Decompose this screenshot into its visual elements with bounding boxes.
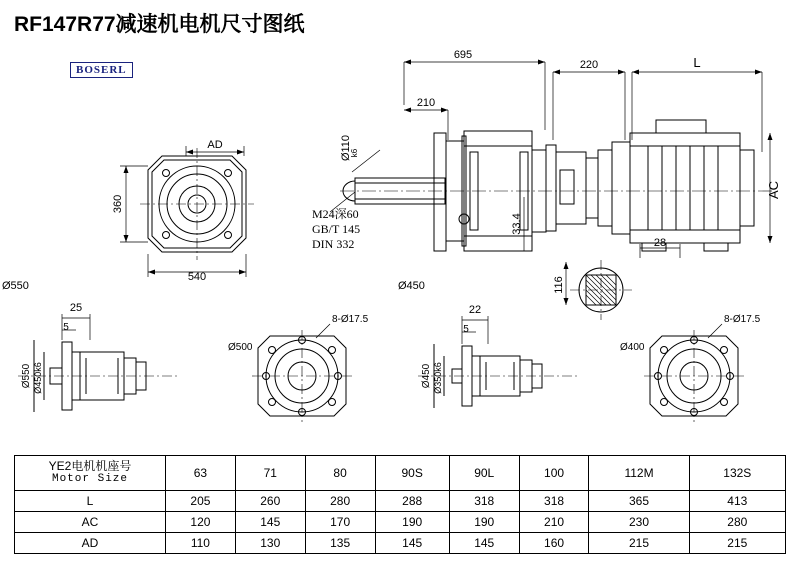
label-dia-500: Ø500	[228, 342, 253, 353]
label-shaft-dia: Ø110	[340, 134, 352, 162]
cell: 413	[689, 491, 785, 512]
cell: 120	[166, 512, 236, 533]
label-25: 25	[69, 302, 83, 314]
label-540: 540	[187, 271, 207, 283]
cell: 318	[449, 491, 519, 512]
cell: 318	[519, 491, 589, 512]
label-thread-3: DIN 332	[312, 237, 355, 251]
cell: 110	[166, 533, 236, 554]
label-dia-550-side: Ø550	[21, 363, 32, 389]
gear-motor-adapter	[546, 145, 612, 231]
label-dia-450k6: Ø450k6	[33, 362, 43, 394]
row-header-motor-size	[15, 456, 166, 491]
label-695: 695	[453, 49, 473, 61]
cell: 288	[375, 491, 449, 512]
cell: 365	[589, 491, 689, 512]
cell: 130	[235, 533, 305, 554]
dimension-220	[553, 70, 625, 141]
row-header-en: Motor Size	[51, 473, 128, 485]
cell: 190	[375, 512, 449, 533]
cell: 280	[689, 512, 785, 533]
cell: 145	[449, 533, 519, 554]
cell: 112M	[589, 456, 689, 491]
cell: 63	[166, 456, 236, 491]
cell: 90L	[449, 456, 519, 491]
table-row	[15, 533, 786, 554]
cell: 145	[375, 533, 449, 554]
label-dia-400: Ø400	[620, 342, 645, 353]
cell: 100	[519, 456, 589, 491]
label-thread-1: M24深60	[312, 207, 359, 221]
label-33-4: 33.4	[511, 213, 523, 235]
cell: 280	[305, 491, 375, 512]
motor-body	[612, 120, 754, 251]
row-header-AC: AC	[15, 512, 166, 533]
dimension-L	[632, 70, 762, 153]
label-28: 28	[653, 237, 667, 249]
row-header-L: L	[15, 491, 166, 512]
label-5-left: 5	[63, 322, 69, 333]
cell: 190	[449, 512, 519, 533]
label-holes-right: 8-Ø17.5	[724, 314, 761, 325]
table-row	[15, 491, 786, 512]
cell: 132S	[689, 456, 785, 491]
cell: 260	[235, 491, 305, 512]
label-dia-550: Ø550	[2, 280, 29, 292]
label-360: 360	[112, 194, 124, 214]
label-116: 116	[553, 276, 565, 294]
label-AD: AD	[207, 139, 223, 151]
label-thread-2: GB/T 145	[312, 222, 361, 236]
bottom-right-flange-view	[644, 324, 744, 422]
row-header-AD: AD	[15, 533, 166, 554]
label-dia-450: Ø450	[398, 280, 425, 292]
terminal-box-detail	[570, 260, 632, 320]
label-5-right: 5	[463, 324, 469, 335]
cell: 215	[589, 533, 689, 554]
bottom-left-flange-view	[252, 324, 352, 422]
table-row	[15, 512, 786, 533]
cell: 215	[689, 533, 785, 554]
dimension-695	[404, 60, 545, 131]
brand-logo: BOSERL	[70, 62, 133, 78]
cell: 210	[519, 512, 589, 533]
cell: 160	[519, 533, 589, 554]
motor-size-table	[14, 455, 786, 554]
cell: 135	[305, 533, 375, 554]
label-220: 220	[579, 59, 599, 71]
label-holes-left: 8-Ø17.5	[332, 314, 369, 325]
label-22: 22	[468, 304, 482, 316]
cell: 205	[166, 491, 236, 512]
cell: 145	[235, 512, 305, 533]
label-210: 210	[416, 97, 436, 109]
cell: 170	[305, 512, 375, 533]
shaft-flange	[434, 133, 446, 251]
label-dia-350k6: Ø350k6	[433, 362, 443, 394]
cell: 80	[305, 456, 375, 491]
table-row	[15, 456, 786, 491]
page-title: RF147R77减速机电机尺寸图纸	[14, 13, 305, 36]
label-L: L	[693, 55, 701, 70]
label-AC: AC	[766, 180, 781, 200]
row-header-cn: YE2电机机座号	[48, 459, 132, 473]
dimension-210	[404, 108, 448, 141]
cell: 90S	[375, 456, 449, 491]
label-shaft-tol: k6	[350, 148, 359, 158]
cell: 230	[589, 512, 689, 533]
label-dia-450-side: Ø450	[421, 363, 432, 389]
cell: 71	[235, 456, 305, 491]
front-flange-view	[140, 148, 254, 260]
